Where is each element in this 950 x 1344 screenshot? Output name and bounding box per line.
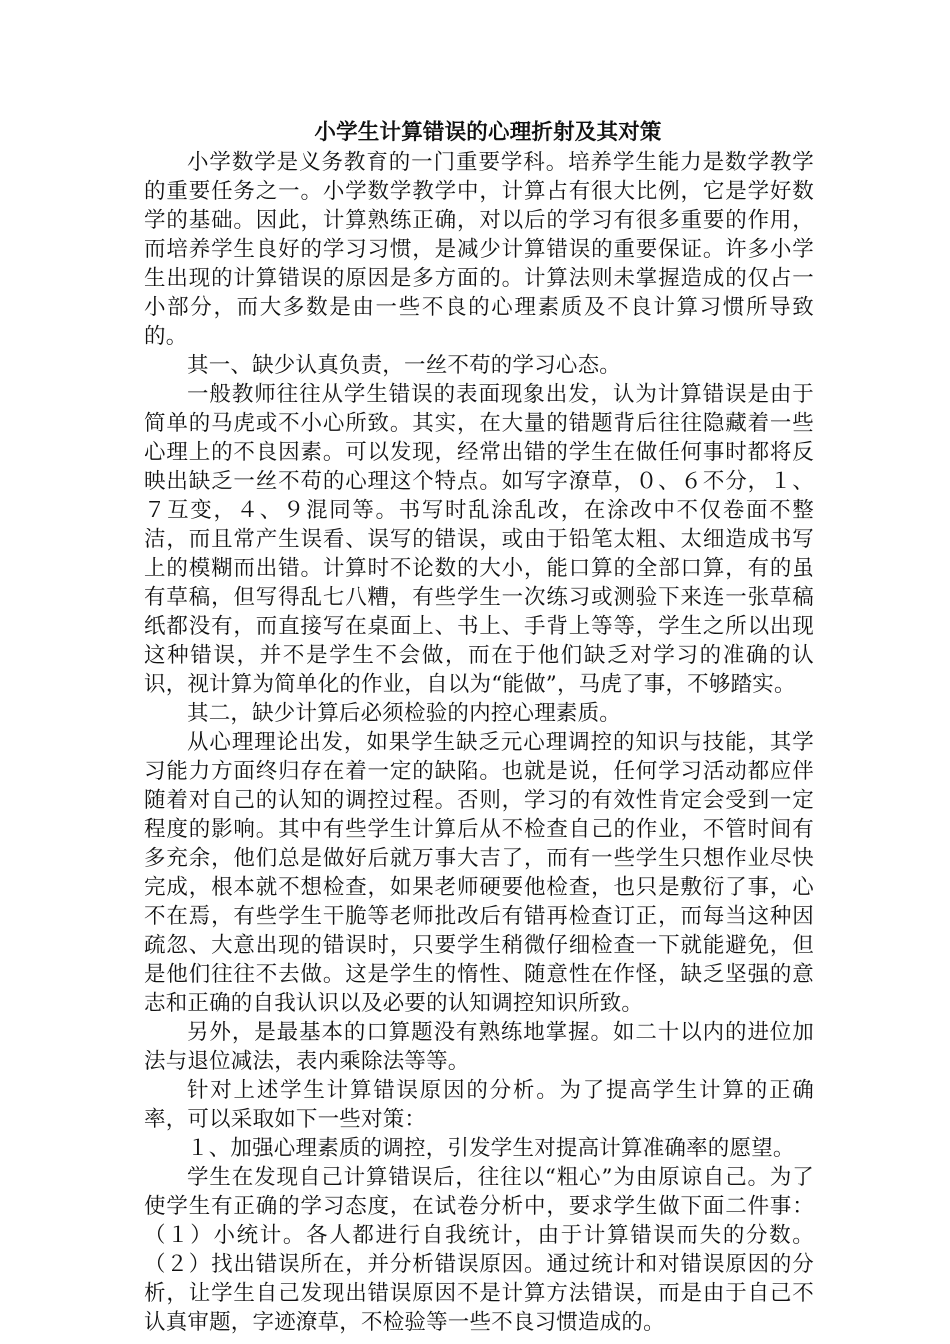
paragraph-measure-one: 学生在发现自己计算错误后，往往以“粗心”为由原谅自己。为了使学生有正确的学习态度，在试卷分析中，要求学生做下面二件事：（１）小统计。各人都进行自我统计，由于计算错误而失的分数。（２）找出错误所在，并分析错误原因。通过统计和对错误原因的分析，让学生自己发现出错误原因不是计算方法错误，而是由于自己不认真审题，字迹潦草，不检验等一些不良习惯造成的。: [144, 1165, 814, 1335]
heading-point-one: 其一、缺少认真负责，一丝不苟的学习心态。: [187, 353, 622, 378]
document-title: 小学生计算错误的心理折射及其对策: [314, 120, 662, 145]
heading-measure-one: １、加强心理素质的调控，引发学生对提高计算准确率的愿望。: [187, 1136, 795, 1161]
paragraph-intro: 小学数学是义务教育的一门重要学科。培养学生能力是数学教学的重要任务之一。小学数学教学中，计算占有很大比例，它是学好数学的基础。因此，计算熟练正确，对以后的学习有很多重要的作用，而培养学生良好的学习习惯，是减少计算错误的重要保证。许多小学生出现的计算错误的原因是多方面的。计算法则未掌握造成的仅占一小部分，而大多数是由一些不良的心理素质及不良计算习惯所导致的。: [144, 150, 814, 349]
paragraph-additional: 另外，是最基本的口算题没有熟练地掌握。如二十以内的进位加法与退位减法，表内乘除法等等。: [144, 1020, 814, 1074]
paragraph-countermeasures: 针对上述学生计算错误原因的分析。为了提高学生计算的正确率，可以采取如下一些对策：: [144, 1078, 814, 1132]
heading-point-two: 其二，缺少计算后必须检验的内控心理素质。: [187, 701, 622, 726]
paragraph-point-two: 从心理理论出发，如果学生缺乏元心理调控的知识与技能，其学习能力方面终归存在着一定的缺陷。也就是说，任何学习活动都应伴随着对自己的认知的调控过程。否则，学习的有效性肯定会受到一定程度的影响。其中有些学生计算后从不检查自己的作业，不管时间有多充余，他们总是做好后就万事大吉了，而有一些学生只想作业尽快完成，根本就不想检查，如果老师硬要他检查，也只是敷衍了事，心不在焉，有些学生干脆等老师批改后有错再检查订正，而每当这种因疏忽、大意出现的错误时，只要学生稍微仔细检查一下就能避免，但是他们往往不去做。这是学生的惰性、随意性在作怪，缺乏坚强的意志和正确的自我认识以及必要的认知调控知识所致。: [144, 730, 814, 1016]
paragraph-point-one: 一般教师往往从学生错误的表面现象出发，认为计算错误是由于简单的马虎或不小心所致。其实，在大量的错题背后往往隐藏着一些心理上的不良因素。可以发现，经常出错的学生在做任何事时都将反映出缺乏一丝不苟的心理这个特点。如写字潦草，０、６不分，１、７互变，４、９混同等。书写时乱涂乱改，在涂改中不仅卷面不整洁，而且常产生误看、误写的错误，或由于铅笔太粗、太细造成书写上的模糊而出错。计算时不论数的大小，能口算的全部口算，有的虽有草稿，但写得乱七八糟，有些学生一次练习或测验下来连一张草稿纸都没有，而直接写在桌面上、书上、手背上等等，学生之所以出现这种错误，并不是学生不会做，而在于他们缺乏对学习的准确的认识，视计算为简单化的作业，自以为“能做”，马虎了事，不够踏实。: [144, 382, 814, 697]
document-body: [144, 118, 814, 1337]
